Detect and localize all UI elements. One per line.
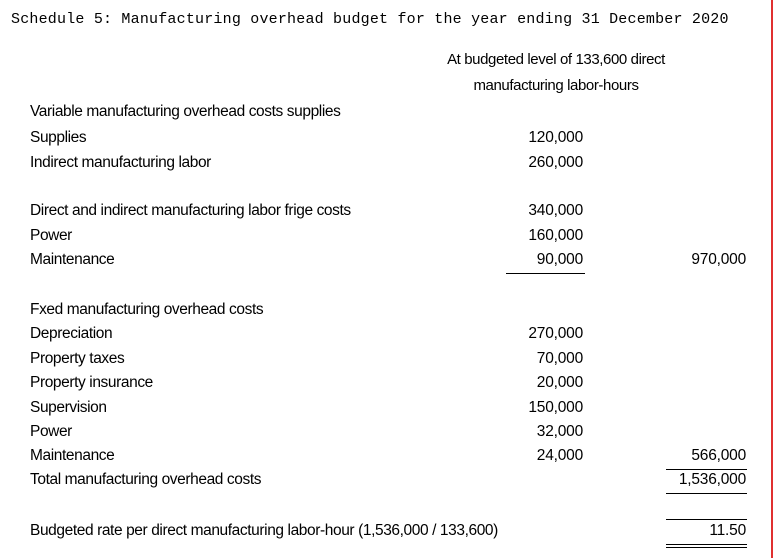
- overline-rate: [666, 519, 747, 520]
- row-label-indirect-labor: Indirect manufacturing labor: [30, 154, 211, 171]
- row-label-maintenance-variable: Maintenance: [30, 251, 115, 268]
- underline-variable-subtotal: [506, 273, 585, 274]
- window-edge: [771, 0, 773, 558]
- variable-section-heading: Variable manufacturing overhead costs supplies: [30, 103, 341, 120]
- row-amount-property-taxes: 70,000: [536, 350, 583, 367]
- row-amount-power-fixed: 32,000: [536, 423, 583, 440]
- row-amount-maintenance-variable: 90,000: [536, 251, 583, 268]
- row-amount-supervision: 150,000: [528, 399, 583, 416]
- total-overhead-amount: 1,536,000: [678, 471, 746, 488]
- column-header-line2: manufacturing labor-hours: [473, 77, 639, 94]
- double-underline-rate-1: [666, 544, 747, 545]
- row-amount-property-insurance: 20,000: [536, 374, 583, 391]
- row-amount-maintenance-fixed: 24,000: [536, 447, 583, 464]
- row-label-property-insurance: Property insurance: [30, 374, 153, 391]
- row-amount-fringe-costs: 340,000: [528, 202, 583, 219]
- row-amount-power-variable: 160,000: [528, 227, 583, 244]
- total-overhead-label: Total manufacturing overhead costs: [30, 471, 262, 488]
- row-label-fringe-costs: Direct and indirect manufacturing labor frige costs: [30, 202, 351, 219]
- row-label-power-fixed: Power: [30, 423, 72, 440]
- row-amount-depreciation: 270,000: [528, 325, 583, 342]
- row-label-supervision: Supervision: [30, 399, 107, 416]
- variable-total: 970,000: [691, 251, 746, 268]
- row-label-power-variable: Power: [30, 227, 72, 244]
- underline-fixed-total: [666, 469, 747, 470]
- schedule-title: Schedule 5: Manufacturing overhead budget for the year ending 31 December 2020: [11, 11, 729, 28]
- underline-total: [666, 493, 747, 494]
- row-label-maintenance-fixed: Maintenance: [30, 447, 115, 464]
- fixed-total: 566,000: [691, 447, 746, 464]
- row-amount-supplies: 120,000: [528, 129, 583, 146]
- row-label-depreciation: Depreciation: [30, 325, 113, 342]
- row-label-property-taxes: Property taxes: [30, 350, 125, 367]
- double-underline-rate-2: [666, 547, 747, 548]
- column-header-line1: At budgeted level of 133,600 direct: [447, 51, 665, 68]
- row-label-supplies: Supplies: [30, 129, 87, 146]
- row-amount-indirect-labor: 260,000: [528, 154, 583, 171]
- fixed-section-heading: Fxed manufacturing overhead costs: [30, 301, 264, 318]
- budgeted-rate-label: Budgeted rate per direct manufacturing labor-hour (1,536,000 / 133,600): [30, 522, 498, 539]
- budgeted-rate-amount: 11.50: [709, 522, 746, 539]
